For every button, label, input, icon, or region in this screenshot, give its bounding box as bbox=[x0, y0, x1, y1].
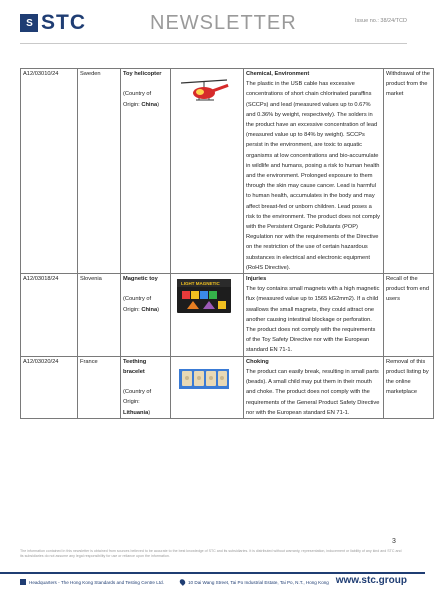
product-name: Magnetic toy bbox=[123, 276, 158, 283]
origin-country: China bbox=[141, 101, 158, 108]
brand-name: STC bbox=[41, 11, 86, 34]
website-link[interactable]: www.stc.group bbox=[335, 575, 407, 586]
product-image-cell bbox=[171, 356, 244, 418]
box-label: LIGHT MAGNETIC bbox=[181, 281, 220, 287]
hazard-description-cell bbox=[244, 356, 384, 418]
page-number: 3 bbox=[392, 538, 396, 545]
hazard-description: The toy contains small magnets with a high magnetic flux (measured value up to 1565 kG2mm2). If a child swallows the small magnets, they could attract one another causing intestinal blockage or perforation. The product does not comply with the requirements of the Toy Safety Directive nor with the European standard EN 71-1. bbox=[246, 286, 380, 354]
hazard-type: Injuries bbox=[246, 276, 267, 283]
hazard-description: The product can easily break, resulting in small parts (beads). A small child may put them in their mouth and choke. The product does not comply with the requirements of the General Product Safety Directive nor with the European standard EN 71-1. bbox=[246, 368, 380, 416]
measures-taken: Removal of this product listing by the online marketplace bbox=[384, 356, 434, 418]
page-footer bbox=[20, 575, 407, 590]
newsletter-title: NEWSLETTER bbox=[150, 12, 297, 34]
address-text: 10 Dai Wang Street, Tai Po Industrial Estate, Tai Po, N.T., Hong Kong bbox=[188, 579, 329, 585]
measures-taken: Withdrawal of the product from the market bbox=[384, 69, 434, 274]
table-row bbox=[21, 274, 434, 357]
table-row bbox=[21, 69, 434, 274]
notifying-country: Slovenia bbox=[78, 274, 121, 357]
origin-close: ) bbox=[157, 306, 160, 313]
origin-close: ) bbox=[157, 101, 160, 108]
headquarters-label: Headquarters - The Hong Kong Standards and Testing Centre Ltd. bbox=[29, 579, 164, 585]
teething-bracelet-icon bbox=[173, 359, 235, 399]
alert-id: A12/03020/24 bbox=[21, 356, 78, 418]
product-alert-table bbox=[20, 68, 434, 419]
headquarters bbox=[20, 579, 164, 585]
alert-id: A12/03010/24 bbox=[21, 69, 78, 274]
origin-country: Lithuania bbox=[123, 409, 149, 416]
alert-id: A12/03018/24 bbox=[21, 274, 78, 357]
product-cell bbox=[121, 356, 171, 418]
magnetic-toy-box-icon bbox=[173, 276, 235, 316]
product-image-cell bbox=[171, 69, 244, 274]
footer-divider bbox=[0, 572, 425, 574]
toy-helicopter-icon bbox=[173, 71, 235, 111]
product-cell bbox=[121, 274, 171, 357]
measures-taken: Recall of the product from end users bbox=[384, 274, 434, 357]
hazard-type: Chemical, Environment bbox=[246, 71, 310, 77]
hazard-description-cell bbox=[244, 274, 384, 357]
hazard-description: The plastic in the USB cable has excessive concentrations of short chain chlorinated paraffins (SCCPs) and lead (measured values up to 0.67% and 0.36% by weight, respectively). The solders in the product have an excessive concentration of lead (measured value up to 84% by weight). SCCPs persist in the environment, are toxic to aquatic organisms at low concentrations and bio-accumulate in wildlife and humans, posing a risk to human health and the environment. Prolonged exposure to them through the skin may cause cancer. Lead is harmful to human health, accumulates in the body and may affect breast-fed or unborn children. Lead poses a risk to the environment. The product does not comply with the Persistent Organic Pollutants (POP) Regulation nor with the requirements of the Directive on the restriction of the use of certain hazardous substances in electrical and electronic equipment (RoHS Directive). bbox=[246, 81, 380, 271]
hazard-type: Choking bbox=[246, 358, 269, 365]
product-image-cell bbox=[171, 274, 244, 357]
table-row bbox=[21, 356, 434, 418]
location-pin-icon bbox=[179, 578, 187, 586]
disclaimer-text: The information contained in this newsletter is obtained from sources believed to be accurate to the best knowledge of STC and its subsidiaries. It is distributed without warranty, representation, inducement or liability of any kind and STC and its subsidiaries do not assume any legal responsibility for use or reliance upon the information. bbox=[20, 549, 402, 558]
notifying-country: Sweden bbox=[78, 69, 121, 274]
page-header bbox=[0, 0, 425, 44]
issue-number: Issue no.: 38/24/TCD bbox=[355, 18, 407, 24]
origin-label: (Country of Origin: bbox=[123, 296, 152, 313]
origin-label: (Country of Origin: bbox=[123, 389, 152, 406]
hazard-description-cell bbox=[244, 69, 384, 274]
building-icon bbox=[20, 579, 26, 585]
product-cell bbox=[121, 69, 171, 274]
origin-country: China bbox=[141, 306, 158, 313]
product-name: Toy helicopter bbox=[123, 71, 162, 77]
notifying-country: France bbox=[78, 356, 121, 418]
header-divider bbox=[20, 43, 407, 44]
origin-close: ) bbox=[148, 409, 151, 416]
product-name: Teething bracelet bbox=[123, 358, 147, 375]
address bbox=[180, 579, 329, 585]
logo-mark-icon: S bbox=[20, 14, 38, 32]
origin-label: (Country of Origin: bbox=[123, 91, 152, 108]
stc-logo bbox=[20, 13, 86, 33]
